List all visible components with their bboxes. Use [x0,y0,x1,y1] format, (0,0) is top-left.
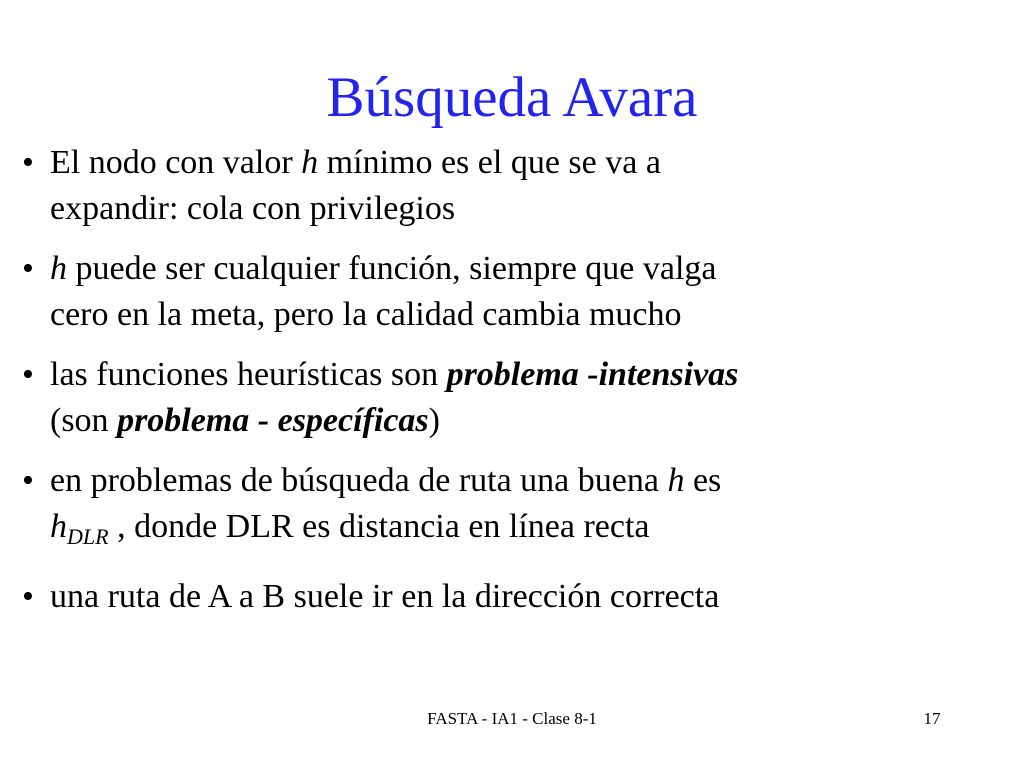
text-run: mínimo es el que se va a [318,144,661,181]
text-run: ) [428,402,440,439]
bullet-line [50,140,1012,186]
italic-variable: h [667,462,685,499]
bold-italic-term: problema -intensivas [446,356,739,393]
footer-course-label: FASTA - IA1 - Clase 8-1 [427,709,597,728]
bullet-line [50,504,1012,560]
text-run: en problemas de búsqueda de ruta una buena [50,462,668,499]
bullet-item [22,574,1012,620]
bullet-line [50,246,1012,292]
text-run: es [684,462,722,499]
text-run: las funciones heurísticas son [50,356,447,393]
italic-variable: h [50,508,67,545]
italic-variable: h [301,144,319,181]
text-run: , donde DLR es distancia en línea recta [108,508,650,545]
bullet-item [22,140,1012,232]
bullet-line: cero en la meta, pero la calidad cambia mucho [50,296,682,333]
subscript: DLR [67,524,109,549]
bullet-icon: • [22,250,34,287]
text-run: puede ser cualquier función, siempre que valga [67,250,717,287]
bullet-line [50,458,1012,504]
bullet-line [50,398,1012,444]
bullet-icon: • [22,462,34,499]
bullet-item [22,246,1012,338]
italic-variable: h [50,250,67,287]
bullet-list [22,140,1012,634]
bullet-icon: • [22,144,34,181]
bullet-line: una ruta de A a B suele ir en la dirección correcta [50,578,720,615]
bullet-icon: • [22,578,34,615]
bold-italic-term: problema - específicas [117,402,429,439]
bullet-item [22,458,1012,560]
bullet-icon: • [22,356,34,393]
slide-title: Búsqueda Avara [326,66,698,130]
bullet-line: expandir: cola con privilegios [50,190,456,227]
bullet-line [50,352,1012,398]
text-run: (son [50,402,118,439]
text-run: El nodo con valor [50,144,302,181]
bullet-item [22,352,1012,444]
page-number: 17 [923,709,941,728]
